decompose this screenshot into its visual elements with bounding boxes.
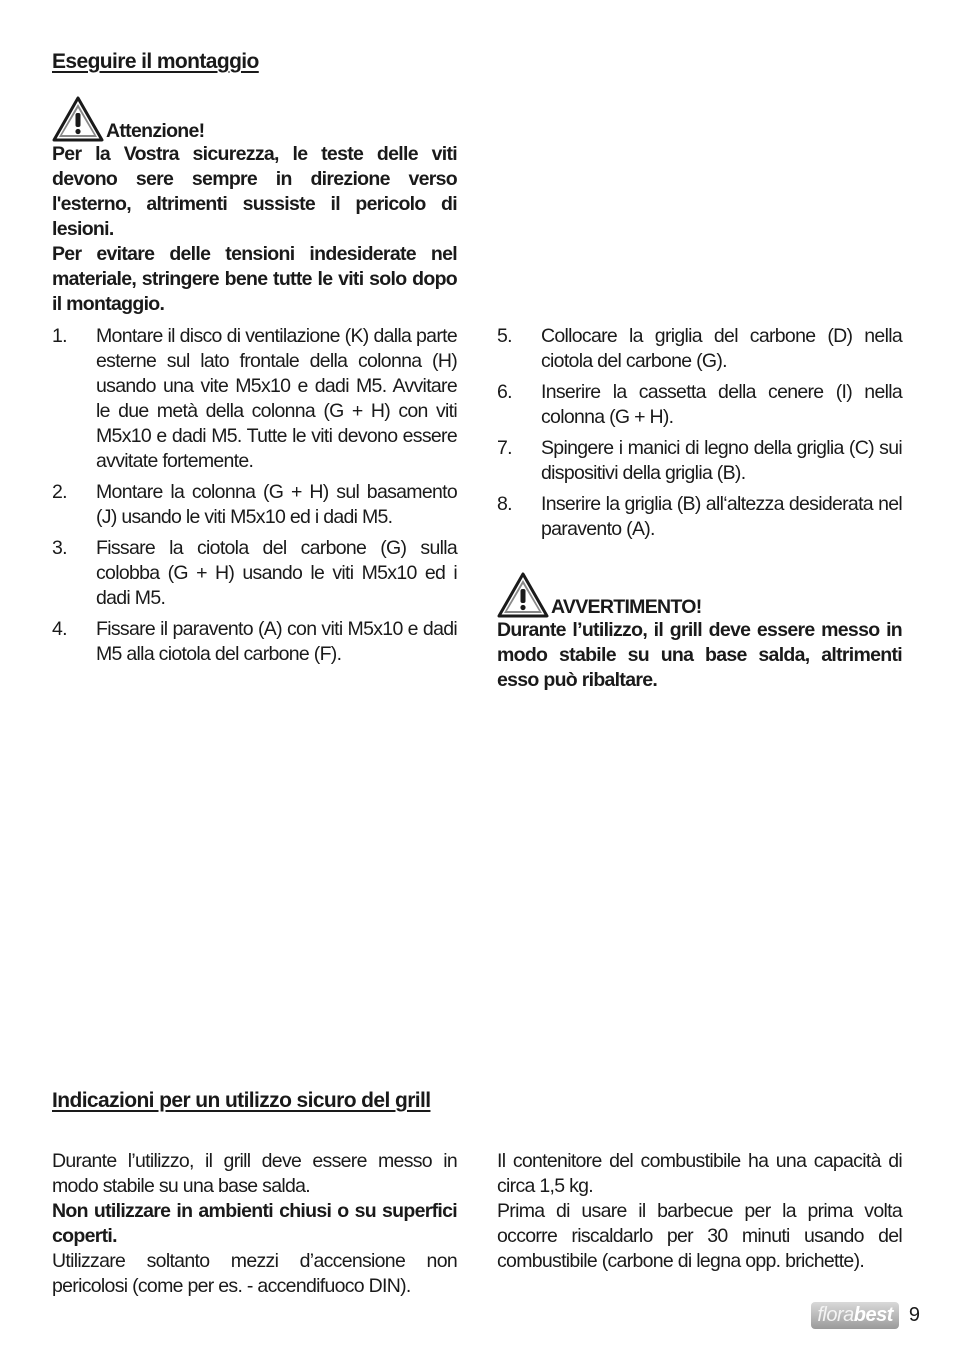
warning-title [52, 96, 457, 142]
step-item [52, 480, 457, 530]
step-number: 1. [52, 325, 67, 347]
step-number: 5. [497, 325, 512, 347]
section-title-assembly: Eseguire il montaggio [52, 50, 259, 73]
step-number: 2. [52, 481, 67, 503]
step-item [497, 436, 902, 486]
step-item [52, 617, 457, 667]
safety-right-column [497, 1149, 902, 1274]
safety-paragraph-1: Durante l’utilizzo, il grill deve essere messo in modo stabile su una base salda. [52, 1150, 457, 1197]
step-text: Fissare la ciotola del carbone (G) sulla colobba (G + H) usando le viti M5x10 ed i dadi M5. [96, 537, 457, 609]
florabest-logo [811, 1302, 899, 1329]
steps-left-column [52, 324, 457, 673]
warning-text-2: Per evitare delle tensioni indesiderate nel materiale, stringere bene tutte le viti solo dopo il montaggio. [52, 243, 457, 315]
warning-block-attention [52, 96, 457, 317]
warning2-text: Durante l’utilizzo, il grill deve essere messo in modo stabile su una base salda, altrimenti esso può ribaltare. [497, 619, 902, 691]
warning2-label: AVVERTIMENTO! [551, 596, 702, 618]
step-text: Montare il disco di ventilazione (K) dalla parte esterne sul lato frontale della colonna (H) usando una vite M5x10 e dadi M5. Avvitare le due metà della colonna (G + H) con viti M5x10 e dadi M5. Tutte le viti devono essere avvitate fortemente. [96, 325, 457, 472]
safety-left-column [52, 1149, 457, 1299]
steps-right-column [497, 324, 902, 548]
step-item [497, 324, 902, 374]
step-number: 3. [52, 537, 67, 559]
steps-list-right [497, 324, 902, 542]
logo-part-flora: flora [817, 1304, 854, 1326]
step-text: Spingere i manici di legno della griglia (C) sui dispositivi della griglia (B). [541, 437, 902, 484]
page-footer [811, 1302, 920, 1329]
step-text: Fissare il paravento (A) con viti M5x10 e dadi M5 alla ciotola del carbone (F). [96, 618, 457, 665]
warning2-title [497, 572, 902, 618]
step-text: Montare la colonna (G + H) sul basamento (J) usando le viti M5x10 ed i dadi M5. [96, 481, 457, 528]
fuel-capacity-paragraph: Il contenitore del combustibile ha una capacità di circa 1,5 kg. [497, 1150, 902, 1197]
step-text: Collocare la griglia del carbone (D) nella ciotola del carbone (G). [541, 325, 902, 372]
logo-part-best: best [853, 1304, 893, 1326]
steps-list-left [52, 324, 457, 667]
step-number: 4. [52, 618, 67, 640]
section-title-safety: Indicazioni per un utilizzo sicuro del grill [52, 1089, 431, 1112]
step-item [52, 536, 457, 611]
step-text: Inserire la cassetta della cenere (I) nella colonna (G + H). [541, 381, 902, 428]
step-item [497, 492, 902, 542]
step-item [52, 324, 457, 474]
warning-text-1: Per la Vostra sicurezza, le teste delle viti devono sere sempre in direzione verso l'esterno, altrimenti sussiste il pericolo di lesioni. [52, 143, 457, 240]
step-text: Inserire la griglia (B) all‘altezza desiderata nel paravento (A). [541, 493, 902, 540]
step-number: 6. [497, 381, 512, 403]
step-number: 8. [497, 493, 512, 515]
warning-label: Attenzione! [106, 120, 205, 142]
warning-triangle-icon [52, 96, 104, 142]
page-number: 9 [908, 1304, 920, 1326]
step-item [497, 380, 902, 430]
step-number: 7. [497, 437, 512, 459]
safety-paragraph-2: Non utilizzare in ambienti chiusi o su superfici coperti. [52, 1200, 457, 1247]
safety-paragraph-3: Utilizzare soltanto mezzi d’accensione non pericolosi (come per es. - accendifuoco DIN). [52, 1250, 457, 1297]
first-use-paragraph: Prima di usare il barbecue per la prima volta occorre riscaldarlo per 30 minuti usando del combustibile (carbone di legna opp. brichette). [497, 1200, 902, 1272]
warning-block-avvertimento [497, 572, 902, 693]
warning-triangle-icon [497, 572, 549, 618]
